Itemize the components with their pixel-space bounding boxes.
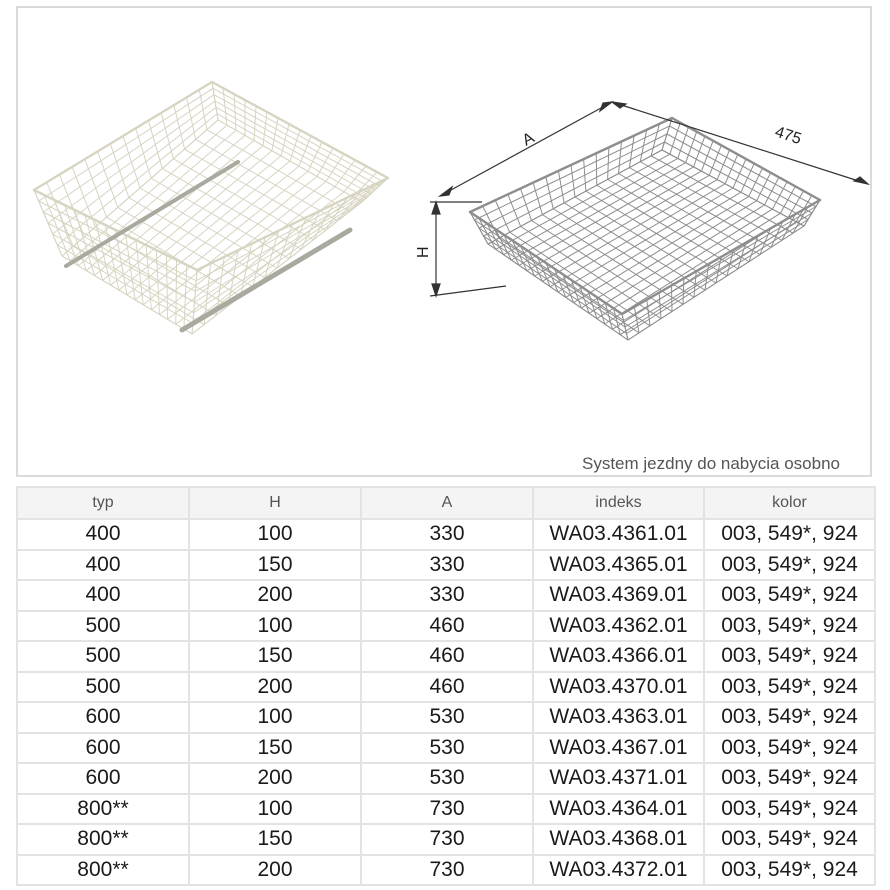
spec-table [16,486,876,886]
table-row [17,763,875,794]
cell-kolor: 003, 549*, 924 [704,702,875,733]
cell-indeks: WA03.4366.01 [533,641,704,672]
cell-a: 530 [361,733,533,764]
cell-indeks: WA03.4368.01 [533,824,704,855]
cell-h: 150 [189,733,361,764]
cell-a: 460 [361,672,533,703]
cell-typ: 500 [17,672,189,703]
cell-kolor: 003, 549*, 924 [704,641,875,672]
cell-kolor: 003, 549*, 924 [704,580,875,611]
cell-kolor: 003, 549*, 924 [704,733,875,764]
table-row [17,855,875,886]
wire-basket-dimension-drawing [415,86,872,356]
table-row [17,519,875,550]
cell-typ: 600 [17,733,189,764]
header-kolor: kolor [704,487,875,519]
dimension-label-a: A [519,129,538,150]
cell-kolor: 003, 549*, 924 [704,855,875,886]
cell-indeks: WA03.4372.01 [533,855,704,886]
cell-typ: 400 [17,550,189,581]
cell-a: 460 [361,641,533,672]
wire-basket-illustration [32,80,402,350]
cell-h: 150 [189,824,361,855]
cell-typ: 800** [17,855,189,886]
cell-typ: 800** [17,824,189,855]
cell-typ: 800** [17,794,189,825]
cell-h: 200 [189,672,361,703]
cell-kolor: 003, 549*, 924 [704,611,875,642]
cell-indeks: WA03.4370.01 [533,672,704,703]
table-row [17,672,875,703]
cell-h: 100 [189,611,361,642]
header-typ: typ [17,487,189,519]
cell-indeks: WA03.4367.01 [533,733,704,764]
dimension-label-h: H [415,246,432,258]
cell-typ: 400 [17,580,189,611]
cell-indeks: WA03.4365.01 [533,550,704,581]
cell-h: 100 [189,519,361,550]
product-image-panel [16,6,872,477]
cell-typ: 500 [17,611,189,642]
cell-indeks: WA03.4364.01 [533,794,704,825]
header-h: H [189,487,361,519]
table-row [17,550,875,581]
cell-a: 530 [361,702,533,733]
cell-indeks: WA03.4371.01 [533,763,704,794]
cell-typ: 600 [17,702,189,733]
cell-a: 330 [361,550,533,581]
table-row [17,733,875,764]
cell-indeks: WA03.4363.01 [533,702,704,733]
cell-kolor: 003, 549*, 924 [704,763,875,794]
header-a: A [361,487,533,519]
cell-indeks: WA03.4369.01 [533,580,704,611]
cell-typ: 500 [17,641,189,672]
header-indeks: indeks [533,487,704,519]
table-row [17,794,875,825]
table-row [17,580,875,611]
cell-kolor: 003, 549*, 924 [704,672,875,703]
cell-h: 100 [189,702,361,733]
cell-a: 330 [361,580,533,611]
cell-h: 150 [189,550,361,581]
dimension-label-width: 475 [772,123,804,149]
cell-typ: 400 [17,519,189,550]
cell-kolor: 003, 549*, 924 [704,824,875,855]
cell-a: 460 [361,611,533,642]
cell-a: 730 [361,794,533,825]
cell-indeks: WA03.4361.01 [533,519,704,550]
table-row [17,611,875,642]
cell-h: 200 [189,763,361,794]
cell-indeks: WA03.4362.01 [533,611,704,642]
cell-a: 730 [361,824,533,855]
cell-kolor: 003, 549*, 924 [704,550,875,581]
table-row [17,702,875,733]
cell-h: 100 [189,794,361,825]
cell-h: 150 [189,641,361,672]
cell-typ: 600 [17,763,189,794]
cell-a: 530 [361,763,533,794]
cell-h: 200 [189,855,361,886]
cell-a: 730 [361,855,533,886]
cell-kolor: 003, 549*, 924 [704,519,875,550]
table-header-row [17,487,875,519]
cell-kolor: 003, 549*, 924 [704,794,875,825]
caption: System jezdny do nabycia osobno [582,454,840,473]
cell-a: 330 [361,519,533,550]
table-row [17,641,875,672]
cell-h: 200 [189,580,361,611]
table-row [17,824,875,855]
